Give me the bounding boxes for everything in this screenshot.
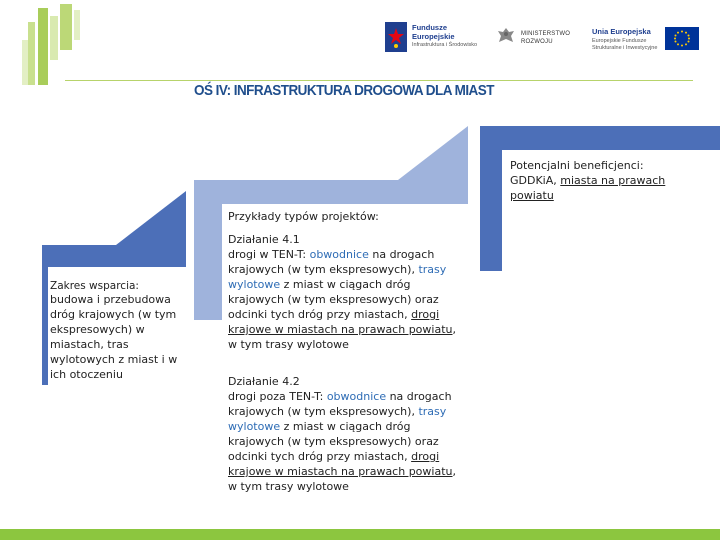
fundusze-line2: Europejskie — [412, 32, 455, 41]
right-step-body — [510, 173, 710, 203]
middle-step-triangle — [398, 126, 468, 180]
middle-step-label: Przykłady typów projektów: — [228, 210, 379, 223]
d42-text-2: na drogach krajowych (w tym ekspresowych), — [228, 390, 452, 418]
right-step-label: Potencjalni beneficjenci: — [510, 159, 644, 172]
middle-step-side-bar — [194, 180, 222, 320]
d42-text-4: , w tym trasy wylotowe — [228, 465, 456, 493]
page-title: OŚ IV: INFRASTRUKTURA DROGOWA DLA MIAST — [194, 82, 494, 99]
left-step-triangle — [116, 191, 186, 245]
right-step-block — [510, 158, 710, 203]
d42-highlight-trasy: trasy wylotowe — [228, 405, 447, 433]
left-step-body: budowa i przebudowa dróg krajowych (w tym ekspresowych) w miastach, tras wylotowych z miast i w ich otoczeniu — [50, 293, 178, 381]
unia-line2: Europejskie Fundusze — [592, 38, 647, 44]
unia-line1: Unia Europejska — [592, 27, 651, 36]
d41-text-2: na drogach krajowych (w tym ekspresowych), — [228, 248, 435, 276]
fundusze-line3: Infrastruktura i Środowisko — [412, 42, 478, 48]
ministerstwo-line2: ROZWOJU — [521, 39, 553, 45]
d41-text-1: drogi w TEN-T: — [228, 248, 310, 261]
d42-text-3: z miast w ciągach dróg krajowych (w tym ekspresowych) oraz odcinki tych dróg przy miastach, — [228, 420, 439, 463]
left-step-top-bar — [42, 245, 186, 267]
ministerstwo-line1: MINISTERSTWO — [521, 31, 571, 37]
d42-underline-drogi: drogi krajowe w miastach na prawach powiatu — [228, 450, 453, 478]
d42-highlight-obwodnice: obwodnice — [326, 390, 387, 403]
right-step-side-bar — [480, 126, 502, 271]
left-step-label: Zakres wsparcia: — [50, 280, 139, 292]
d42-text-1: drogi poza TEN-T: — [228, 390, 327, 403]
right-text-1: GDDKiA, — [510, 174, 561, 187]
dzialanie-4-2-title: Działanie 4.2 — [228, 375, 300, 388]
dzialanie-4-2-body — [228, 389, 462, 494]
d41-text-4: , w tym trasy wylotowe — [228, 323, 456, 351]
dzialanie-4-1-body — [228, 247, 458, 352]
right-step-top-bar — [480, 126, 720, 150]
d41-text-3: z miast w ciągach dróg krajowych (w tym ekspresowych) oraz odcinki tych dróg przy miastach, — [228, 278, 439, 321]
d41-highlight-obwodnice: obwodnice — [309, 248, 369, 261]
fundusze-line1: Fundusze — [412, 23, 447, 32]
dzialanie-4-2 — [228, 374, 462, 494]
bottom-accent-bar — [0, 529, 720, 540]
middle-step-top-bar — [194, 180, 468, 204]
d41-underline-drogi: drogi krajowe w miastach na prawach powiatu — [228, 308, 453, 336]
unia-line3: Strukturalne i Inwestycyjne — [592, 45, 658, 51]
right-underline-miasta: miasta na prawach powiatu — [510, 174, 666, 202]
left-step-side-bar — [42, 245, 48, 385]
dzialanie-4-1 — [228, 232, 458, 352]
d41-highlight-trasy: trasy wylotowe — [228, 263, 447, 291]
dzialanie-4-1-title: Działanie 4.1 — [228, 233, 300, 246]
